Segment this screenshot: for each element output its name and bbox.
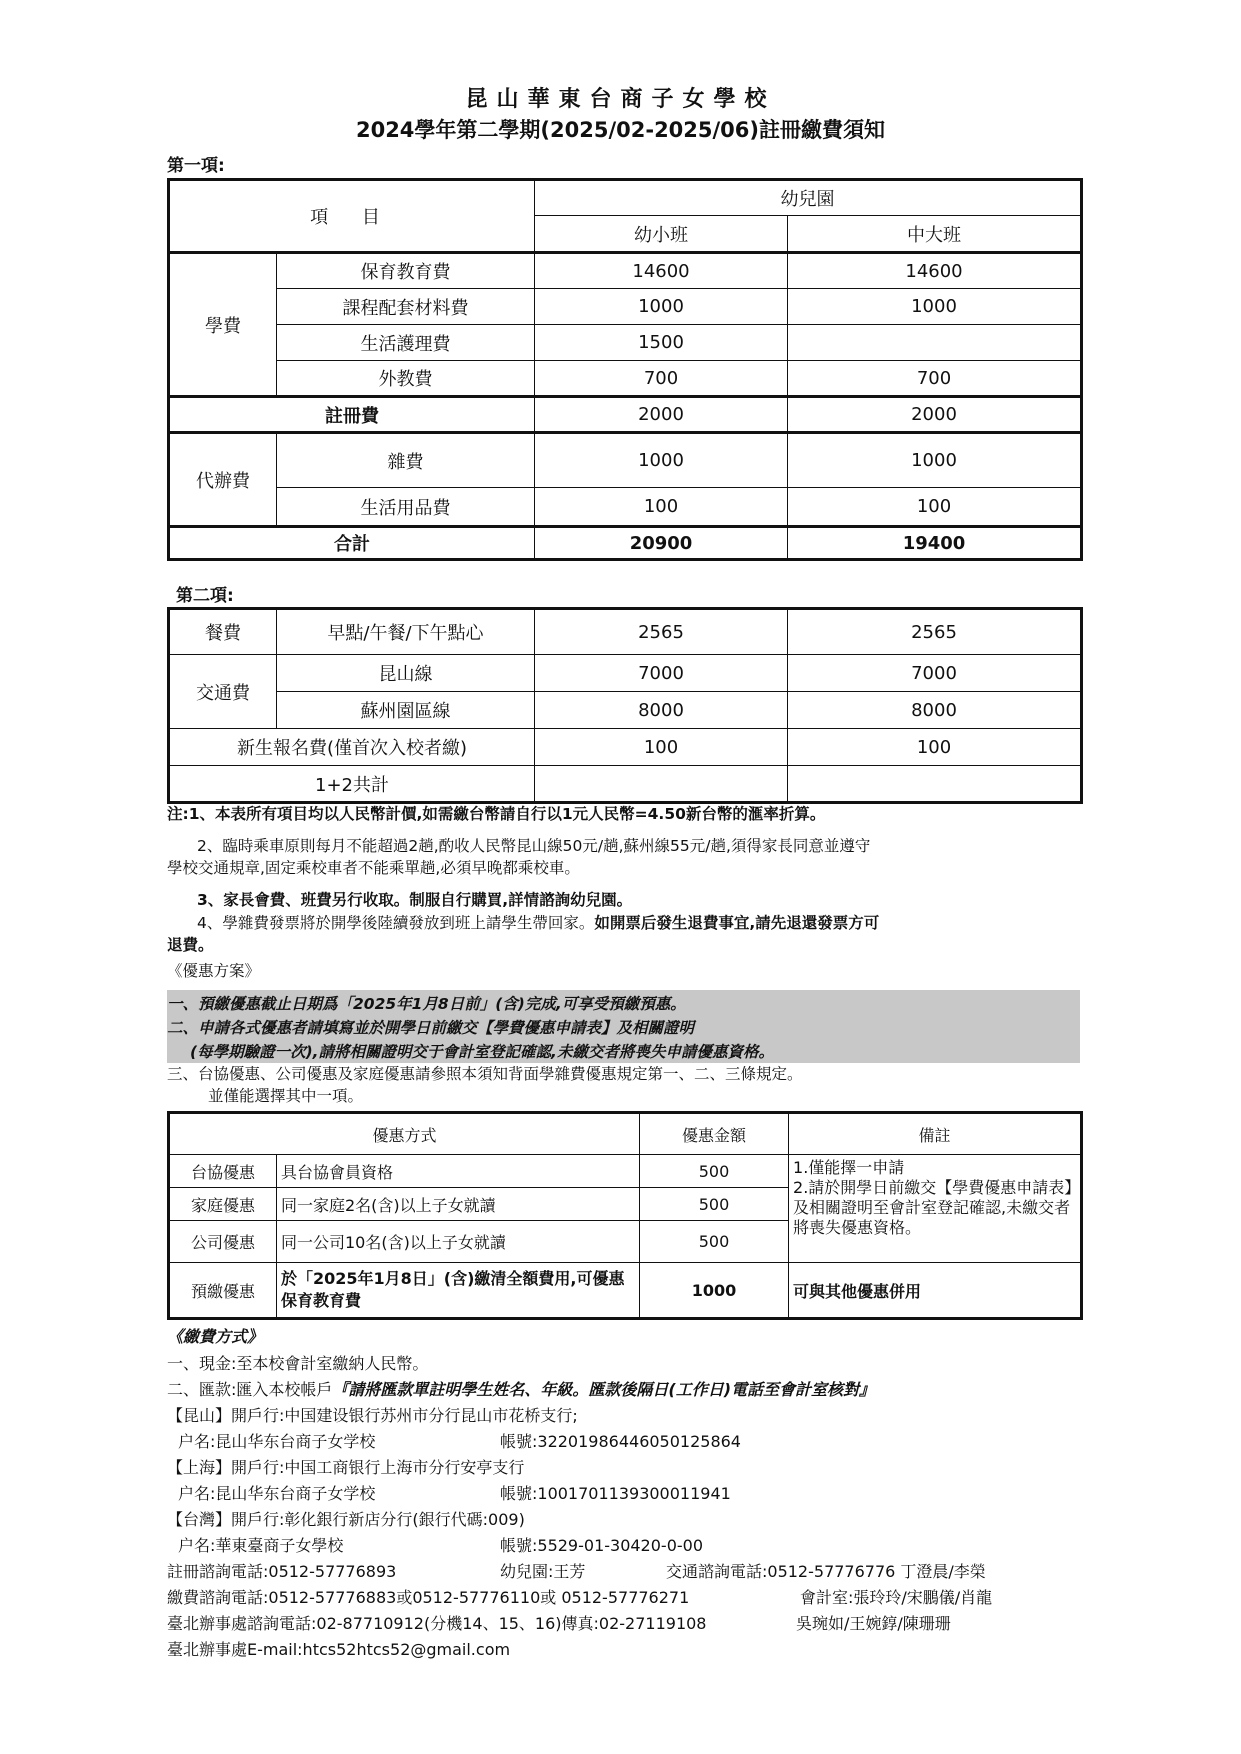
row-value: 100	[788, 729, 1082, 766]
remark-line-1: 1.僅能擇一申請	[793, 1158, 905, 1177]
payment-heading: 《繳費方式》	[167, 1327, 264, 1346]
discount-amount: 500	[640, 1188, 789, 1221]
payment-transfer	[167, 1377, 875, 1403]
discount-col-method: 優惠方式	[169, 1113, 640, 1155]
row-value: 1500	[535, 325, 788, 361]
taiwan-account-no: 帳號:5529-01-30420-0-00	[500, 1536, 704, 1555]
total-value: 19400	[788, 527, 1082, 560]
row-value: 7000	[535, 655, 788, 692]
discount-desc: 於「2025年1月8日」(含)繳清全額費用,可優惠保育教育費	[277, 1263, 640, 1319]
sum-value	[788, 766, 1082, 803]
kunshan-account-no: 帳號:32201986446050125864	[500, 1432, 741, 1451]
discount-type: 預繳優惠	[169, 1263, 277, 1319]
row-value: 1000	[788, 289, 1082, 325]
note-2b: 學校交通規章,固定乘校車者不能乘單趟,必須早晚都乘校車。	[167, 859, 580, 877]
taiwan-bank: 【台灣】開戶行:彰化銀行新店分行(銀行代碼:009)	[167, 1510, 525, 1529]
discount-amount: 500	[640, 1155, 789, 1188]
transport-label: 交通費	[169, 655, 277, 729]
shanghai-account-no: 帳號:1001701139300011941	[500, 1484, 731, 1503]
note-2a: 2、臨時乘車原則每月不能超過2趟,酌收人民幣昆山線50元/趟,蘇州線55元/趟,須得家長同意並遵守	[197, 837, 871, 855]
col-middle-class: 中大班	[788, 216, 1082, 253]
row-value: 8000	[535, 692, 788, 729]
registration-phone: 註冊諮詢電話:0512-57776893	[167, 1562, 397, 1581]
discount-2a: 二、申請各式優惠者請填寫並於開學日前繳交【學費優惠申請表】及相關證明	[167, 1019, 695, 1037]
row-name: 生活用品費	[277, 488, 535, 527]
row-value: 2000	[788, 397, 1082, 433]
discount-3b: 並僅能選擇其中一項。	[208, 1087, 364, 1105]
discount-3a: 三、台協優惠、公司優惠及家庭優惠請參照本須知背面學雜費優惠規定第一、二、三條規定。	[167, 1065, 803, 1083]
note-4a-plain: 4、學雜費發票將於開學後陸續發放到班上請學生帶回家。	[197, 914, 595, 932]
discount-remark	[789, 1155, 1082, 1263]
row-value: 700	[788, 361, 1082, 397]
taiwan-account-name: 户名:華東臺商子女學校	[178, 1536, 344, 1555]
row-name: 課程配套材料費	[277, 289, 535, 325]
transport-phone: 交通諮詢電話:0512-57776776 丁澄晨/李榮	[666, 1562, 986, 1581]
row-value: 2565	[535, 609, 788, 655]
row-name: 蘇州園區線	[277, 692, 535, 729]
item-header: 項 目	[169, 180, 535, 253]
discount-type: 家庭優惠	[169, 1188, 277, 1221]
registration-fee-label: 註冊費	[169, 397, 535, 433]
row-value: 100	[788, 488, 1082, 527]
sum-label: 1+2共計	[169, 766, 535, 803]
row-name: 昆山線	[277, 655, 535, 692]
sum-value	[535, 766, 788, 803]
row-value: 100	[535, 729, 788, 766]
section1-label: 第一項:	[167, 156, 225, 176]
row-value: 14600	[788, 253, 1082, 289]
section2-label: 第二項:	[176, 586, 234, 606]
row-name: 生活護理費	[277, 325, 535, 361]
row-value: 1000	[788, 433, 1082, 488]
discount-type: 台協優惠	[169, 1155, 277, 1188]
row-value: 8000	[788, 692, 1082, 729]
total-label: 合計	[169, 527, 535, 560]
discount-remark-prepay: 可與其他優惠併用	[789, 1263, 1082, 1319]
row-value: 7000	[788, 655, 1082, 692]
note-4a	[197, 912, 879, 934]
row-value: 2000	[535, 397, 788, 433]
kindergarten-contact: 幼兒園:王芳	[500, 1562, 586, 1581]
fee-table-2	[167, 607, 1083, 804]
shanghai-bank: 【上海】開戶行:中国工商银行上海市分行安亭支行	[167, 1458, 525, 1477]
tuition-label: 學費	[169, 253, 277, 397]
note-4a-bold: 如開票后發生退費事宜,請先退還發票方可	[594, 914, 880, 932]
agency-fee-label: 代辦費	[169, 433, 277, 527]
row-value: 2565	[788, 609, 1082, 655]
row-value: 1000	[535, 433, 788, 488]
discount-amount: 500	[640, 1221, 789, 1263]
school-name: 昆山華東台商子女學校	[465, 87, 776, 112]
note-3: 3、家長會費、班費另行收取。制服自行購買,詳情諮詢幼兒園。	[197, 891, 633, 909]
col-small-class: 幼小班	[535, 216, 788, 253]
row-name: 雜費	[277, 433, 535, 488]
shanghai-account-name: 户名:昆山华东台商子女学校	[178, 1484, 376, 1503]
meal-label: 餐費	[169, 609, 277, 655]
taipei-phone: 臺北辦事處諮詢電話:02-87710912(分機14、15、16)傳真:02-27119108	[167, 1614, 707, 1633]
payment-transfer-plain: 二、匯款:匯入本校帳戶	[167, 1380, 333, 1399]
discount-desc: 具台協會員資格	[277, 1155, 640, 1188]
row-value: 14600	[535, 253, 788, 289]
discount-heading: 《優惠方案》	[167, 962, 261, 980]
row-value: 700	[535, 361, 788, 397]
discount-amount: 1000	[640, 1263, 789, 1319]
discount-desc: 同一家庭2名(含)以上子女就讀	[277, 1188, 640, 1221]
kunshan-bank: 【昆山】開戶行:中国建设银行苏州市分行昆山市花桥支行;	[167, 1406, 578, 1425]
row-name: 外教費	[277, 361, 535, 397]
kindergarten-header: 幼兒園	[535, 180, 1082, 216]
accounting-staff: 會計室:張玲玲/宋鵬儀/肖龍	[800, 1588, 993, 1607]
row-value: 1000	[535, 289, 788, 325]
row-value: 100	[535, 488, 788, 527]
meal-item: 早點/午餐/下午點心	[277, 609, 535, 655]
discount-col-amount: 優惠金額	[640, 1113, 789, 1155]
new-student-fee-label: 新生報名費(僅首次入校者繳)	[169, 729, 535, 766]
taipei-staff: 吳琬如/王婉錞/陳珊珊	[796, 1614, 951, 1633]
note-1: 注:1、本表所有項目均以人民幣計價,如需繳台幣請自行以1元人民幣=4.50新台幣的滙率折算。	[167, 805, 826, 823]
total-value: 20900	[535, 527, 788, 560]
taipei-email: 臺北辦事處E-mail:htcs52htcs52@gmail.com	[167, 1640, 511, 1659]
discount-2b: (每學期驗證一次),請將相關證明交于會計室登記確認,未繳交者將喪失申請優惠資格。	[190, 1043, 774, 1061]
discount-1: 一、預繳優惠截止日期爲「2025年1月8日前」(含)完成,可享受預繳預惠。	[167, 995, 686, 1013]
remark-line-2: 2.請於開學日前繳交【學費優惠申請表】及相關證明至會計室登記確認,未繳交者將喪失優惠資格。	[793, 1178, 1073, 1237]
payment-cash: 一、現金:至本校會計室繳納人民幣。	[167, 1354, 429, 1373]
notice-title: 2024學年第二學期(2025/02-2025/06)註冊繳費須知	[355, 118, 886, 142]
fee-phone: 繳費諮詢電話:0512-57776883或0512-57776110或 0512-57776271	[167, 1588, 690, 1607]
discount-col-remark: 備註	[789, 1113, 1082, 1155]
note-4b: 退費。	[167, 936, 214, 954]
row-name: 保育教育費	[277, 253, 535, 289]
row-value	[788, 325, 1082, 361]
discount-desc: 同一公司10名(含)以上子女就讀	[277, 1221, 640, 1263]
payment-transfer-note: 『請將匯款單註明學生姓名、年級。匯款後隔日(工作日)電話至會計室核對』	[332, 1380, 876, 1399]
kunshan-account-name: 户名:昆山华东台商子女学校	[178, 1432, 376, 1451]
fee-table-1	[167, 178, 1083, 561]
discount-type: 公司優惠	[169, 1221, 277, 1263]
discount-table	[167, 1111, 1083, 1320]
